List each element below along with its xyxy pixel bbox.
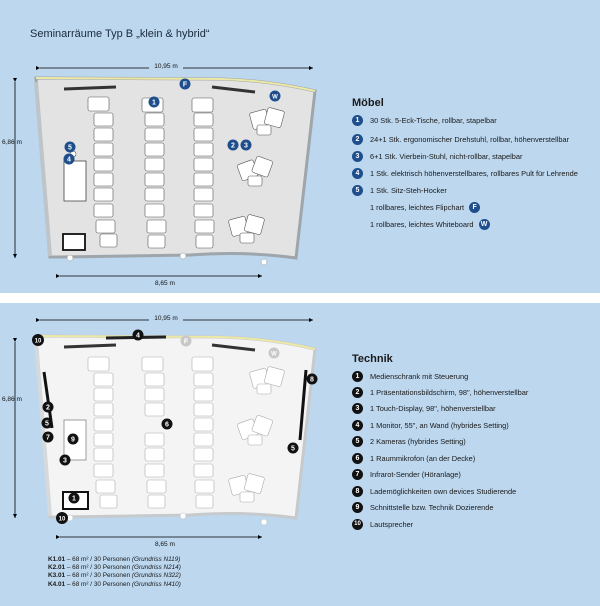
marker-label: 6 <box>165 421 169 429</box>
legend-item <box>352 420 509 431</box>
legend-text: 6+1 Stk. Vierbein-Stuhl, nicht-rollbar, stapelbar <box>370 152 523 161</box>
legend-badge: 3 <box>352 403 363 414</box>
marker-label: 4 <box>67 156 71 164</box>
legend-text: Medienschrank mit Steuerung <box>370 372 469 381</box>
marker-label: 3 <box>63 457 67 465</box>
legend-title-moebel: Möbel <box>352 97 384 109</box>
legend-item <box>352 151 522 162</box>
marker-label: 1 <box>152 99 156 107</box>
legend-text: Lautsprecher <box>370 520 414 529</box>
marker-label: 8 <box>310 376 314 384</box>
legend-badge: 7 <box>352 469 363 480</box>
marker-label: W <box>271 351 277 358</box>
legend-item <box>352 202 480 213</box>
legend-title-technik: Technik <box>352 353 393 365</box>
marker-label: 5 <box>68 144 72 152</box>
legend-text: 1 Präsentationsbildschirm, 98", höhenverstellbar <box>370 388 529 397</box>
plan-moebel <box>2 61 315 287</box>
dim-side-label: 6,86 m <box>2 396 22 403</box>
legend-badge: 6 <box>352 453 363 464</box>
marker-label: 9 <box>71 436 75 444</box>
marker-label: 2 <box>46 404 50 412</box>
legend-text: 1 Touch-Display, 98", höhenverstellbar <box>370 404 496 413</box>
marker-label: 1 <box>72 495 76 503</box>
dim-side-label: 6,86 m <box>2 139 22 146</box>
legend-item <box>352 219 490 230</box>
legend-text: Schnittstelle bzw. Technik Dozierende <box>370 503 494 512</box>
legend-item <box>352 168 578 179</box>
legend-badge: F <box>469 202 480 213</box>
page-title: Seminarräume Typ B „klein & hybrid“ <box>30 28 210 40</box>
dim-bottom-label: 8,65 m <box>155 280 175 287</box>
legend-text: 24+1 Stk. ergonomischer Drehstuhl, rollbar, höhenverstellbar <box>370 135 570 144</box>
legend-text: 1 Raummikrofon (an der Decke) <box>370 454 476 463</box>
legend-item <box>352 134 569 145</box>
legend-badge: 2 <box>352 387 363 398</box>
legend-text: 1 Monitor, 55", an Wand (hybrides Setting) <box>370 421 509 430</box>
room-entry: K3.01 – 68 m² / 30 Personen (Grundriss N322) <box>48 572 181 580</box>
legend-text: 1 Stk. Sitz-Steh-Hocker <box>370 186 447 195</box>
legend-item <box>352 469 461 480</box>
marker-label: 4 <box>136 332 140 340</box>
legend-item <box>352 371 468 382</box>
legend-text: Lademöglichkeiten own devices Studierende <box>370 487 517 496</box>
legend-badge: W <box>479 219 490 230</box>
dim-bottom-label: 8,65 m <box>155 541 175 548</box>
dim-top-label: 10,95 m <box>154 315 178 322</box>
legend-text: 1 Stk. elektrisch höhenverstellbares, rollbares Pult für Lehrende <box>370 169 578 178</box>
marker-label: 2 <box>231 142 235 150</box>
marker-label: 10 <box>58 516 66 523</box>
legend-text: 1 rollbares, leichtes Flipchart <box>370 203 465 212</box>
legend-item <box>352 115 497 126</box>
legend-item <box>352 387 528 398</box>
legend-badge: 2 <box>352 134 363 145</box>
legend-badge: 5 <box>352 436 363 447</box>
marker-label: F <box>183 338 189 346</box>
marker-label: 3 <box>244 142 248 150</box>
presentation-screen <box>64 345 116 347</box>
legend-badge: 4 <box>352 168 363 179</box>
wall-display <box>64 87 116 89</box>
legend-text: 30 Stk. 5-Eck-Tische, rollbar, stapelbar <box>370 116 497 125</box>
marker-label: W <box>272 94 278 101</box>
table-group-right <box>192 98 214 248</box>
marker-label: 10 <box>34 338 42 345</box>
legend-badge: 4 <box>352 420 363 431</box>
marker-label: 5 <box>291 445 295 453</box>
room-entry: K1.01 – 68 m² / 30 Personen (Grundriss N119) <box>48 556 181 563</box>
marker-label: 5 <box>45 420 49 428</box>
legend-badge: 9 <box>352 502 363 513</box>
legend-badge: 5 <box>352 185 363 196</box>
legend-badge: 3 <box>352 151 363 162</box>
legend-text: 1 rollbares, leichtes Whiteboard <box>370 220 474 229</box>
lecturer-desk <box>64 161 86 201</box>
legend-text: Infrarot-Sender (Höranlage) <box>370 470 461 479</box>
dim-top-label: 10,95 m <box>154 63 178 70</box>
marker-label: F <box>182 81 188 89</box>
legend-text: 2 Kameras (hybrides Setting) <box>370 437 466 446</box>
room-entry: K4.01 – 68 m² / 30 Personen (Grundriss N410) <box>48 580 181 588</box>
legend-item <box>352 436 466 447</box>
legend-badge: 8 <box>352 486 363 497</box>
legend-badge: 10 <box>352 519 363 530</box>
legend-badge: 1 <box>352 115 363 126</box>
plan-technik <box>2 313 318 548</box>
legend-item <box>352 502 494 513</box>
room-list <box>48 556 181 589</box>
legend-item <box>352 519 413 530</box>
media-cabinet <box>63 234 85 250</box>
legend-badge: 1 <box>352 371 363 382</box>
marker-label: 7 <box>46 434 50 442</box>
room-entry: K2.01 – 68 m² / 30 Personen (Grundriss N214) <box>48 564 181 572</box>
legend-item <box>352 403 496 414</box>
legend-item <box>352 453 475 464</box>
legend-item <box>352 185 447 196</box>
legend-item <box>352 486 516 497</box>
